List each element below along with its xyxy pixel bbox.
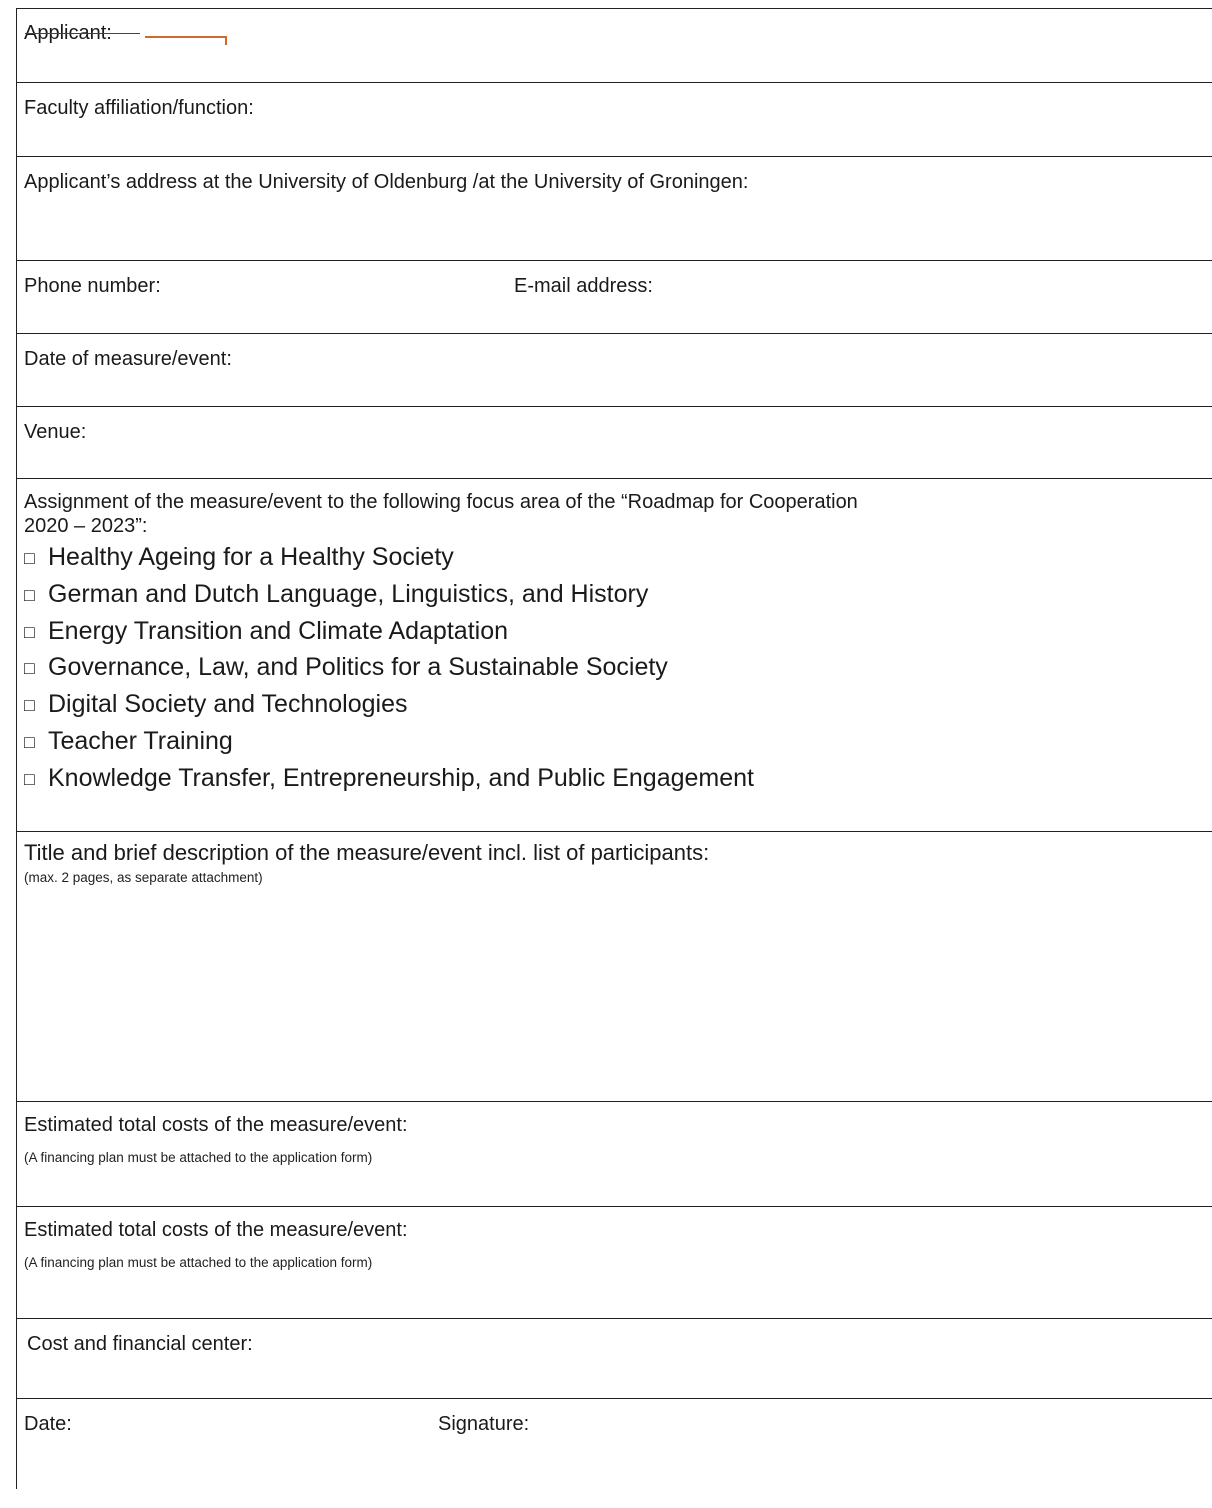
signature-row[interactable] <box>17 1399 1212 1489</box>
revision-mark <box>145 36 227 45</box>
description-row[interactable] <box>17 832 1212 1102</box>
focus-area-option[interactable] <box>24 650 1212 687</box>
venue-label: Venue: <box>24 421 87 443</box>
focus-area-label: German and Dutch Language, Linguistics, and History <box>48 579 649 608</box>
focus-area-option[interactable] <box>24 687 1212 724</box>
applicant-row[interactable] <box>17 9 1212 83</box>
costs-row-1[interactable] <box>17 1102 1212 1207</box>
focus-area-label: Digital Society and Technologies <box>48 690 408 719</box>
faculty-label: Faculty affiliation/function: <box>24 97 254 119</box>
date-of-event-label: Date of measure/event: <box>24 348 232 370</box>
focus-area-label: Healthy Ageing for a Healthy Society <box>48 543 454 571</box>
signature-label: Signature: <box>438 1413 530 1435</box>
focus-area-label: Teacher Training <box>48 726 233 755</box>
date-of-event-row[interactable] <box>17 334 1212 407</box>
phone-label: Phone number: <box>24 275 161 297</box>
description-label: Title and brief description of the measure/event incl. list of participants: <box>24 840 710 865</box>
checkbox-icon[interactable]: □ <box>24 548 35 568</box>
checkbox-icon[interactable]: □ <box>24 731 35 752</box>
applicant-label: Applicant: <box>24 22 112 44</box>
assignment-label-line1: Assignment of the measure/event to the following focus area of the “Roadmap for Cooperation <box>24 491 858 513</box>
date-label: Date: <box>24 1413 72 1435</box>
description-note: (max. 2 pages, as separate attachment) <box>24 870 263 885</box>
checkbox-icon[interactable]: □ <box>24 584 35 605</box>
checkbox-icon[interactable]: □ <box>24 658 35 679</box>
costs-note: (A financing plan must be attached to the application form) <box>24 1255 373 1270</box>
checkbox-icon[interactable]: □ <box>24 768 35 789</box>
focus-area-label: Governance, Law, and Politics for a Sustainable Society <box>48 653 668 682</box>
address-label: Applicant’s address at the University of Oldenburg /at the University of Groningen: <box>24 171 749 193</box>
focus-area-option[interactable] <box>24 761 1212 798</box>
focus-area-label: Energy Transition and Climate Adaptation <box>48 616 508 645</box>
application-form <box>16 8 1212 1489</box>
focus-area-row <box>17 479 1212 832</box>
checkbox-icon[interactable]: □ <box>24 695 35 716</box>
costs-row-2[interactable] <box>17 1207 1212 1319</box>
contact-row[interactable] <box>17 261 1212 334</box>
assignment-label-line2: 2020 – 2023”: <box>24 515 148 537</box>
costs-note: (A financing plan must be attached to the application form) <box>24 1150 373 1165</box>
checkbox-icon[interactable]: □ <box>24 621 35 642</box>
cost-center-row[interactable] <box>17 1319 1212 1399</box>
focus-area-label: Knowledge Transfer, Entrepreneurship, and Public Engagement <box>48 763 755 792</box>
address-row[interactable] <box>17 157 1212 261</box>
focus-area-option[interactable] <box>24 540 1212 577</box>
costs-label: Estimated total costs of the measure/event: <box>24 1219 408 1241</box>
strikethrough-mark <box>25 33 140 34</box>
focus-area-option[interactable] <box>24 614 1212 651</box>
faculty-row[interactable] <box>17 83 1212 157</box>
venue-row[interactable] <box>17 407 1212 479</box>
focus-area-option[interactable] <box>24 724 1212 761</box>
focus-area-checklist <box>24 540 1212 798</box>
focus-area-option[interactable] <box>24 577 1212 614</box>
email-label: E-mail address: <box>514 275 653 297</box>
cost-center-label: Cost and financial center: <box>27 1333 253 1355</box>
costs-label: Estimated total costs of the measure/event: <box>24 1114 408 1136</box>
